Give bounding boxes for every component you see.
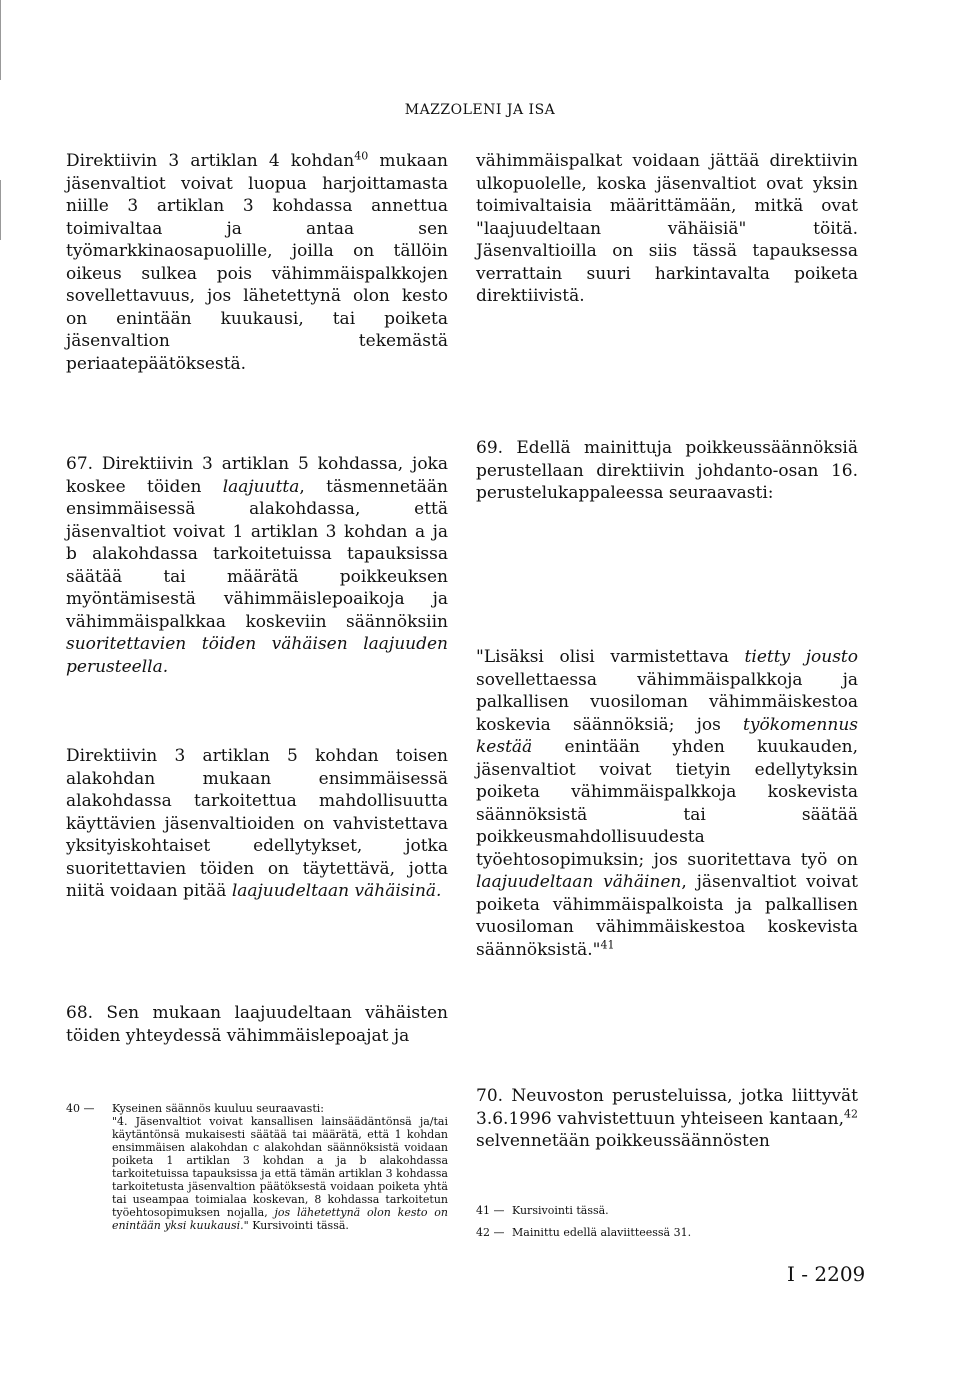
paragraph-67-second bbox=[66, 745, 448, 903]
italic-text: jos lähetettynä olon kesto on enintään yksi kuukausi. bbox=[112, 1206, 449, 1232]
footnote-ref-41: 41 bbox=[600, 937, 615, 951]
footnote-41 bbox=[476, 1204, 858, 1217]
text: 70. Neuvoston perusteluissa, jotka liittyvät 3.6.1996 vahvistettuun yhteiseen kantaan, bbox=[476, 1086, 858, 1129]
text: 69. Edellä mainittuja poikkeussäännöksiä perustellaan direktiivin johdanto-osan 16. perustelukappaleessa seuraavasti: bbox=[476, 438, 858, 503]
footnote-text bbox=[112, 1102, 448, 1232]
footnote-ref-42: 42 bbox=[844, 1106, 858, 1120]
footnote-text: Kursivointi tässä. bbox=[512, 1204, 609, 1217]
scan-edge-line bbox=[0, 180, 1, 240]
text: "4. Jäsenvaltiot voivat kansallisen lainsäädäntönsä ja/tai käytäntönsä mukaisesti säätää tai määrätä, että 1 kohdan ensimmäisen alakohdan c alakohdan säännöksistä voidaan poiketa 1 artiklan 3 kohdan a ja b alakohdassa tarkoitetuissa tapauksissa ja että tämän artiklan 3 kohdassa tarkoitetusta jäsenvaltion päätöksestä voidaan poiketa yhtä tai useampaa toimialaa koskevan, 8 kohdassa tarkoitetun työehtosopimuksen nojalla, bbox=[112, 1115, 448, 1219]
italic-text: tietty jousto bbox=[744, 647, 858, 667]
text: Kyseinen säännös kuuluu seuraavasti: bbox=[112, 1102, 324, 1115]
text: enintään yhden kuukauden, jäsenvaltiot voivat tietyin edellytyksin poiketa vähimmäispalkkoja koskevista säännöksistä tai säätää poikkeusmahdollisuudesta työehtosopimuksin; jos suoritettava työ on bbox=[476, 737, 858, 870]
text: mukaan jäsenvaltiot voivat luopua harjoittamasta niille 3 artiklan 3 kohdassa annettua toimivaltaa ja antaa sen työmarkkinaosapuolille, joilla on tällöin oikeus sulkea pois vähimmäispalkkojen sovellettavuus, jos lähetettynä olon kesto on enintään kuukausi, tai poiketa jäsenvaltion tekemästä periaatepäätöksestä. bbox=[66, 151, 448, 374]
paragraph-68 bbox=[66, 1002, 448, 1047]
scan-edge-line bbox=[0, 0, 1, 80]
footnote-number: 42 — bbox=[476, 1226, 505, 1239]
footnote-number: 41 — bbox=[476, 1204, 505, 1217]
paragraph-66-continued bbox=[66, 150, 448, 375]
italic-text: työkomennus kestää bbox=[476, 714, 858, 757]
footnote-ref-40: 40 bbox=[354, 149, 369, 163]
text: , täsmennetään ensimmäisessä alakohdassa, että jäsenvaltiot voivat 1 artiklan 3 kohdan a ja b alakohdassa tarkoitetuissa tapauksissa säätää tai määrätä poikkeuksen myöntämisestä vähimmäislepoaikoja ja vähimmäispalkkaa koskeviin säännöksiin bbox=[66, 476, 448, 632]
text: sovellettaessa vähimmäispalkkoja ja palkallisen vuosiloman vähimmäiskestoa koskevia säännöksiä; jos bbox=[476, 669, 858, 735]
paragraph-69 bbox=[476, 437, 858, 505]
paragraph-67 bbox=[66, 453, 448, 678]
italic-text: laajuudeltaan vähäisinä. bbox=[231, 881, 442, 901]
text: Direktiivin 3 artiklan 5 kohdan toisen alakohdan mukaan ensimmäisessä alakohdassa tarkoitettua mahdollisuutta käyttävien jäsenvaltioiden on vahvistettava yksityiskohtaiset edellytykset, jotka suoritettavien töiden on täytettävä, jotta niitä voidaan pitää bbox=[66, 746, 448, 901]
footnote-text: Mainittu edellä alaviitteessä 31. bbox=[512, 1226, 692, 1239]
paragraph-70 bbox=[476, 1085, 858, 1153]
text: Direktiivin 3 artiklan 4 kohdan bbox=[66, 151, 355, 171]
text: vähimmäispalkat voidaan jättää direktiivin ulkopuolelle, koska jäsenvaltiot ovat yksin toimivaltaisia määrittämään, mitkä ovat "laajuudeltaan vähäisiä" töitä. Jäsenvaltioilla on siis tässä tapauksessa verrattain suuri harkintavalta poiketa direktiivistä. bbox=[476, 151, 858, 306]
running-header: MAZZOLENI JA ISA bbox=[404, 102, 556, 118]
italic-text: suoritettavien töiden vähäisen laajuuden perusteella. bbox=[66, 634, 448, 677]
text: "Lisäksi olisi varmistettava bbox=[476, 647, 745, 667]
recital-quote bbox=[476, 646, 858, 961]
text: 68. Sen mukaan laajuudeltaan vähäisten töiden yhteydessä vähimmäislepoajat ja bbox=[66, 1003, 448, 1046]
text: 67. Direktiivin 3 artiklan 5 kohdassa, joka koskee töiden bbox=[66, 454, 448, 497]
italic-text: laajuutta bbox=[222, 476, 300, 497]
text: selvennetään poikkeussäännösten bbox=[476, 1131, 770, 1151]
page-number: I - 2209 bbox=[787, 1262, 866, 1286]
footnote-42 bbox=[476, 1226, 858, 1239]
italic-text: laajuudeltaan vähäinen bbox=[476, 872, 682, 892]
paragraph-right-top bbox=[476, 150, 858, 308]
footnote-40 bbox=[66, 1102, 451, 1232]
text: , jäsenvaltiot voivat poiketa vähimmäispalkoista ja palkallisen vuosiloman vähimmäiskestoa koskevista säännöksistä." bbox=[476, 872, 858, 960]
text: " Kursivointi tässä. bbox=[243, 1219, 349, 1232]
footnote-number: 40 — bbox=[66, 1102, 95, 1115]
